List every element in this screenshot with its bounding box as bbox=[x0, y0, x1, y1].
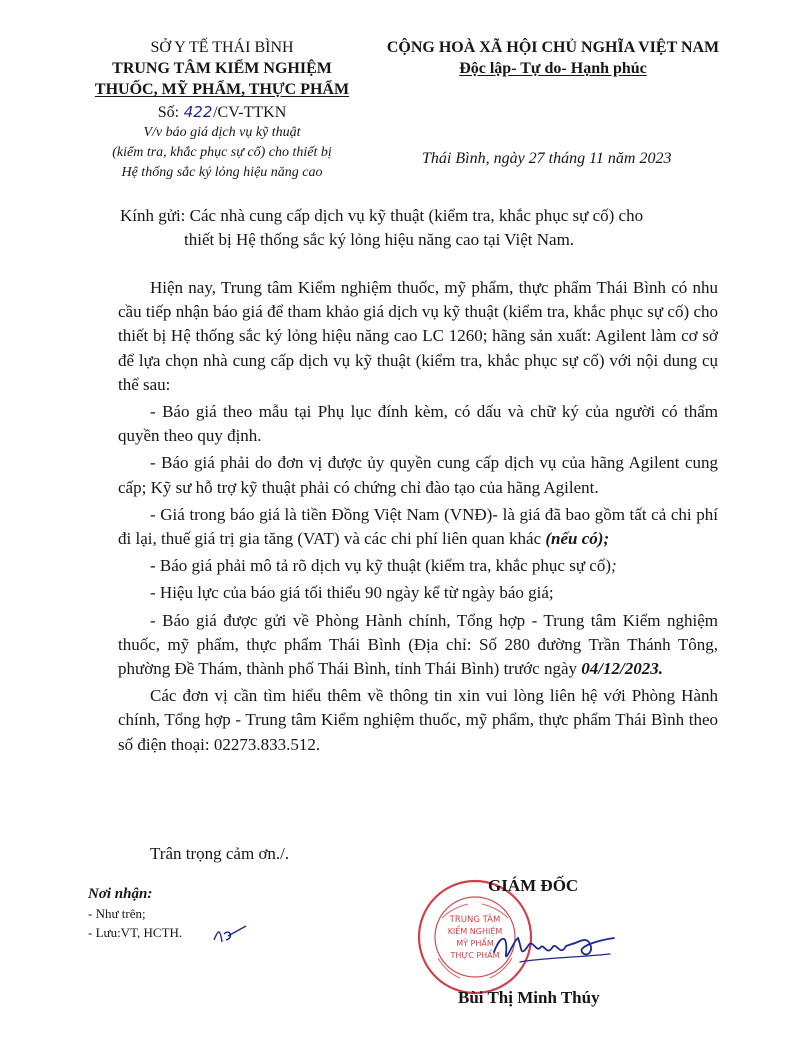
letter-body bbox=[118, 276, 718, 760]
subject-line3: Hệ thống sắc ký lỏng hiệu năng cao bbox=[121, 165, 323, 180]
document-number-handwritten: 422 bbox=[183, 103, 213, 121]
requirement-3-text: - Giá trong báo giá là tiền Đồng Việt Nam (VNĐ)- là giá đã bao gồm tất cả chi phí đi lại, thuế giá trị gia tăng (VAT) và các chi phí liên quan khác bbox=[118, 504, 718, 549]
handwritten-signature-icon bbox=[490, 918, 620, 978]
salutation-line2: thiết bị Hệ thống sắc ký lỏng hiệu năng cao tại Việt Nam. bbox=[184, 230, 575, 249]
ministry-name: SỞ Y TẾ THÁI BÌNH bbox=[150, 39, 294, 56]
requirement-2: - Báo giá phải do đơn vị được ủy quyền cung cấp dịch vụ của hãng Agilent cung cấp; Kỹ sư hỗ trợ kỹ thuật phải có chứng chỉ đào tạo của hãng Agilent. bbox=[118, 453, 718, 497]
agency-header bbox=[62, 37, 382, 183]
contact-paragraph: Các đơn vị cần tìm hiểu thêm về thông tin xin vui lòng liên hệ với Phòng Hành chính, Tổng hợp - Trung tâm Kiểm nghiệm thuốc, mỹ phẩm, thực phẩm Thái Bình theo số điện thoại: 02273.833.512. bbox=[118, 686, 718, 754]
requirement-5: - Hiệu lực của báo giá tối thiểu 90 ngày kể từ ngày báo giá; bbox=[150, 583, 554, 603]
intro-paragraph: Hiện nay, Trung tâm Kiểm nghiệm thuốc, mỹ phẩm, thực phẩm Thái Bình có nhu cầu tiếp nhận báo giá để tham khảo giá dịch vụ kỹ thuật (kiểm tra, khắc phục sự cố) cho thiết bị Hệ thống sắc ký lỏng hiệu năng cao LC 1260; hãng sản xuất: Agilent làm cơ sở để lựa chọn nhà cung cấp dịch vụ kỹ thuật (kiểm tra, khắc phục sự cố) với nội dung cụ thể sau: bbox=[118, 278, 718, 394]
svg-text:TRUNG TÂM: TRUNG TÂM bbox=[449, 915, 501, 925]
requirement-4-end: ; bbox=[611, 556, 617, 576]
requirement-1: - Báo giá theo mẫu tại Phụ lục đính kèm, có dấu và chữ ký của người có thẩm quyền theo quy định. bbox=[118, 402, 718, 446]
salutation bbox=[120, 204, 720, 252]
subject-line1: V/v báo giá dịch vụ kỹ thuật bbox=[143, 125, 301, 140]
national-header bbox=[378, 37, 728, 79]
recipient-item: - Như trên; bbox=[88, 906, 146, 921]
requirement-6 bbox=[118, 609, 718, 682]
document-number bbox=[62, 102, 382, 123]
document-number-suffix: /CV-TTKN bbox=[213, 104, 287, 121]
signer-name: Bùi Thị Minh Thúy bbox=[458, 988, 600, 1007]
national-motto: Độc lập- Tự do- Hạnh phúc bbox=[459, 60, 647, 77]
agency-name-line1: TRUNG TÂM KIỂM NGHIỆM bbox=[112, 60, 332, 77]
svg-text:KIỂM NGHIỆM: KIỂM NGHIỆM bbox=[447, 927, 503, 936]
country-name: CỘNG HOÀ XÃ HỘI CHỦ NGHĨA VIỆT NAM bbox=[386, 39, 720, 56]
requirement-4-text: - Báo giá phải mô tả rõ dịch vụ kỹ thuật (kiểm tra, khắc phục sự cố) bbox=[150, 556, 612, 576]
document-date: Thái Bình, ngày 27 tháng 11 năm 2023 bbox=[422, 150, 672, 167]
svg-text:MỸ PHẨM: MỸ PHẨM bbox=[456, 939, 494, 948]
deadline-date: 04/12/2023. bbox=[581, 659, 663, 679]
subject-line2: (kiểm tra, khắc phục sự cố) cho thiết bị bbox=[112, 145, 332, 160]
requirement-4 bbox=[118, 554, 718, 578]
requirement-3-note: (nếu có); bbox=[545, 529, 610, 549]
requirement-6-text: - Báo giá được gửi về Phòng Hành chính, Tổng hợp - Trung tâm Kiểm nghiệm thuốc, mỹ phẩm, thực phẩm Thái Bình (Địa chỉ: Số 280 đường Trần Thánh Tông, phường Đề Thám, thành phố Thái Bình, tỉnh Thái Bình) trước ngày bbox=[118, 610, 718, 679]
requirement-3 bbox=[118, 503, 718, 551]
closing-thanks: Trân trọng cảm ơn./. bbox=[150, 844, 290, 863]
recipients-title: Nơi nhận: bbox=[88, 886, 153, 902]
document-number-label: Số: bbox=[157, 104, 180, 121]
recipients-block bbox=[88, 884, 288, 942]
recipient-item: - Lưu:VT, HCTH. bbox=[88, 925, 183, 940]
signer-title: GIÁM ĐỐC bbox=[488, 876, 579, 895]
salutation-line1: Kính gửi: Các nhà cung cấp dịch vụ kỹ thuật (kiểm tra, khắc phục sự cố) cho bbox=[120, 206, 644, 225]
svg-text:THỰC PHẨM: THỰC PHẨM bbox=[450, 951, 500, 960]
agency-name-line2: THUỐC, MỸ PHẨM, THỰC PHẨM bbox=[94, 81, 350, 98]
initial-mark-icon bbox=[210, 918, 250, 948]
